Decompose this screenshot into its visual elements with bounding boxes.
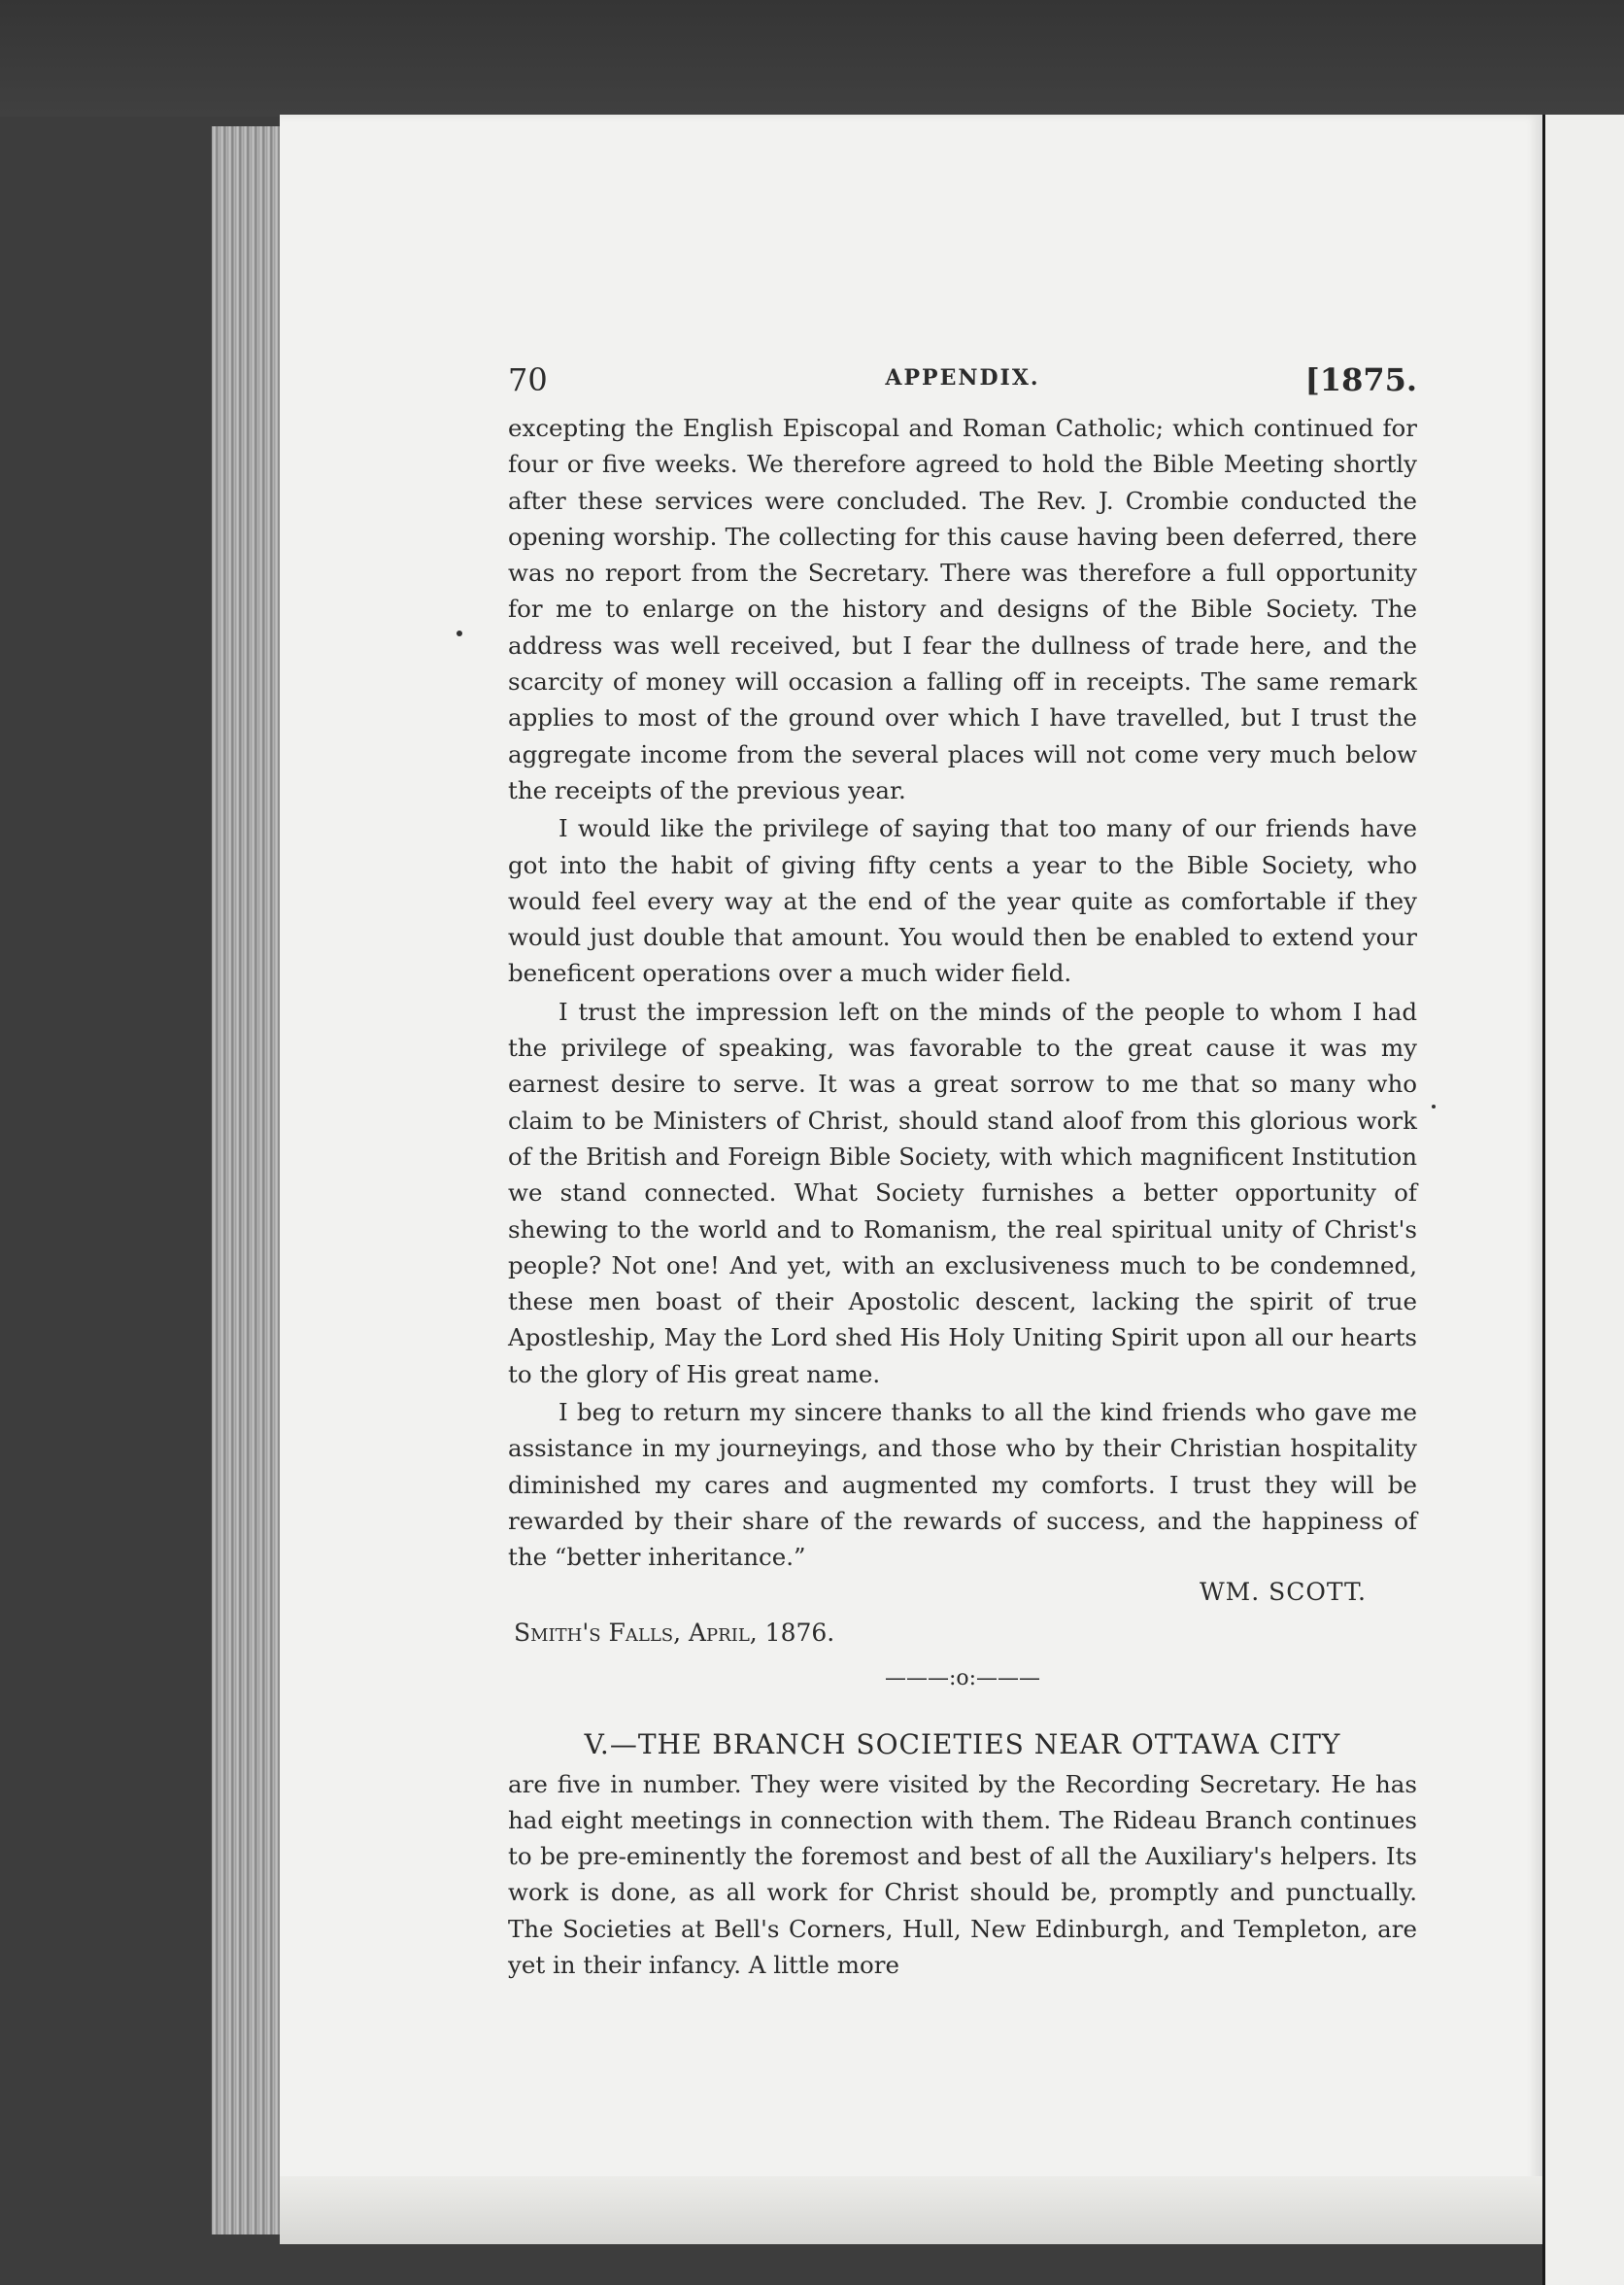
facing-page-edge [1542,115,1624,2285]
running-year: [1875. [1304,361,1417,398]
running-head [508,361,1417,400]
margin-mark [457,631,462,636]
paragraph: excepting the English Episcopal and Roman Catholic; which continued for four or five weeks. We therefore agreed to hold the Bible Meeting shortly after these services were concluded. The Rev. J. Crombie conducted the opening worship. The collecting for this cause having been deferred, there was no report from the Secretary. There was therefore a full opportunity for me to enlarge on the history and designs of the Bible Society. The address was well received, but I fear the dullness of trade here, and the scarcity of money will occasion a falling off in receipts. The same remark applies to most of the ground over which I have travelled, but I trust the aggregate income from the several places will not come very much below the receipts of the previous year. [508,414,1417,804]
margin-mark [1432,1105,1436,1108]
section-paragraph: are five in number. They were visited by the Recording Secretary. He has had eight meetings in connection with them. The Rideau Branch continues to be pre-eminently the foremost and best of all the Auxiliary's helpers. Its work is done, as all work for Christ should be, promptly and punctually. The Societies at Bell's Corners, Hull, New Edinburgh, and Templeton, are yet in their infancy. A little more [508,1769,1417,1979]
section-heading: V.—THE BRANCH SOCIETIES NEAR OTTAWA CITY [584,1727,1341,1760]
page-stack-edge [212,126,282,2234]
paragraph: I would like the privilege of saying that too many of our friends have got into the habit of giving fifty cents a year to the Bible Society, who would feel every way at the end of the year quite as comfortable if they would just double that amount. You would then be enabled to extend your beneficent operations over a much wider field. [508,814,1417,988]
page-number: 70 [508,361,548,398]
page-text [508,361,1417,1983]
running-title: APPENDIX. [885,365,1040,391]
signature-name: WM. SCOTT. [1199,1577,1367,1606]
page-bottom-shading [280,2176,1542,2244]
signature-block [508,1576,1417,1650]
section-divider: ———:o:——— [884,1665,1041,1690]
signature-place-date: Smith's Falls, April, 1876. [514,1618,835,1647]
paragraph: I trust the impression left on the minds of the people to whom I had the privilege of speaking, was favorable to the great cause it was my earnest desire to serve. It was a great sorrow to me that so many who claim to be Ministers of Christ, should stand aloof from this glorious work of the British and Foreign Bible Society, with which magnificent Institution we stand connected. What Society furnishes a better opportunity of shewing to the world and to Romanism, the real spiritual unity of Christ's people? Not one! And yet, with an exclusiveness much to be condemned, these men boast of their Apostolic descent, lacking the spirit of true Apostleship, May the Lord shed His Holy Uniting Spirit upon all our hearts to the glory of His great name. [508,997,1417,1388]
scanner-background [0,0,1624,117]
paragraph: I beg to return my sincere thanks to all the kind friends who gave me assistance in my journeyings, and those who by their Christian hospitality diminished my cares and augmented my comforts. I trust they will be rewarded by their share of the rewards of success, and the happiness of the “better inheritance.” [508,1398,1417,1572]
